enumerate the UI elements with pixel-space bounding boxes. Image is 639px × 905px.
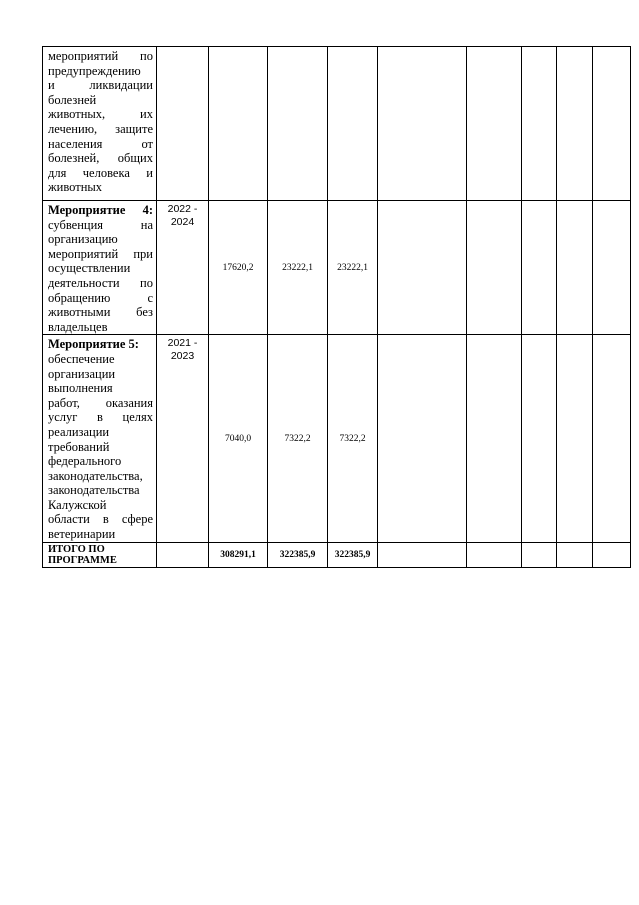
- years-cell: [157, 47, 209, 201]
- value-cell: 7040,0: [209, 335, 268, 543]
- empty-cell: [557, 543, 593, 568]
- empty-cell: [467, 47, 522, 201]
- years-cell: [157, 201, 209, 335]
- empty-cell: [557, 335, 593, 543]
- table-row: [43, 47, 631, 201]
- empty-cell: [378, 47, 467, 201]
- empty-cell: [593, 543, 631, 568]
- total-value-cell: 322385,9: [268, 543, 328, 568]
- value-cell: [209, 47, 268, 201]
- measure-title: Мероприятие 4:: [48, 203, 153, 217]
- years-range: 2021 - 2023: [167, 337, 198, 363]
- value-cell: [268, 47, 328, 201]
- years-range: 2022 - 2024: [167, 203, 198, 228]
- total-value-cell: 322385,9: [328, 543, 378, 568]
- empty-cell: [378, 543, 467, 568]
- empty-cell: [522, 47, 557, 201]
- empty-cell: [467, 543, 522, 568]
- program-table: [42, 46, 631, 568]
- measure-description: мероприятий по предупреждению и ликвидации болезней животных, их лечению, защите населения от болезней, общих для человека и животных: [43, 47, 157, 201]
- empty-cell: [378, 201, 467, 335]
- value-cell: 7322,2: [268, 335, 328, 543]
- empty-cell: [557, 201, 593, 335]
- value-cell: 23222,1: [328, 201, 378, 335]
- empty-cell: [522, 543, 557, 568]
- value-cell: 7322,2: [328, 335, 378, 543]
- value-cell: 23222,1: [268, 201, 328, 335]
- measure-description: Мероприятие 5: обеспечение организации выполнения работ, оказания услуг в целях реализации требований федерального законодательства, законодательства Калужской области в сфере ветеринарии: [43, 335, 157, 543]
- empty-cell: [522, 335, 557, 543]
- empty-cell: [378, 335, 467, 543]
- value-cell: [328, 47, 378, 201]
- table-row: [43, 335, 631, 543]
- empty-cell: [593, 335, 631, 543]
- total-label: ИТОГО ПО ПРОГРАММЕ: [43, 543, 157, 568]
- empty-cell: [467, 201, 522, 335]
- years-cell: [157, 543, 209, 568]
- empty-cell: [467, 335, 522, 543]
- total-row: [43, 543, 631, 568]
- empty-cell: [593, 47, 631, 201]
- empty-cell: [522, 201, 557, 335]
- years-cell: [157, 335, 209, 543]
- table-row: [43, 201, 631, 335]
- measure-description: Мероприятие 4: субвенция на организацию мероприятий при осуществлении деятельности по обращению с животными без владельцев: [43, 201, 157, 335]
- empty-cell: [557, 47, 593, 201]
- empty-cell: [593, 201, 631, 335]
- value-cell: 17620,2: [209, 201, 268, 335]
- total-value-cell: 308291,1: [209, 543, 268, 568]
- measure-title: Мероприятие 5:: [48, 337, 139, 352]
